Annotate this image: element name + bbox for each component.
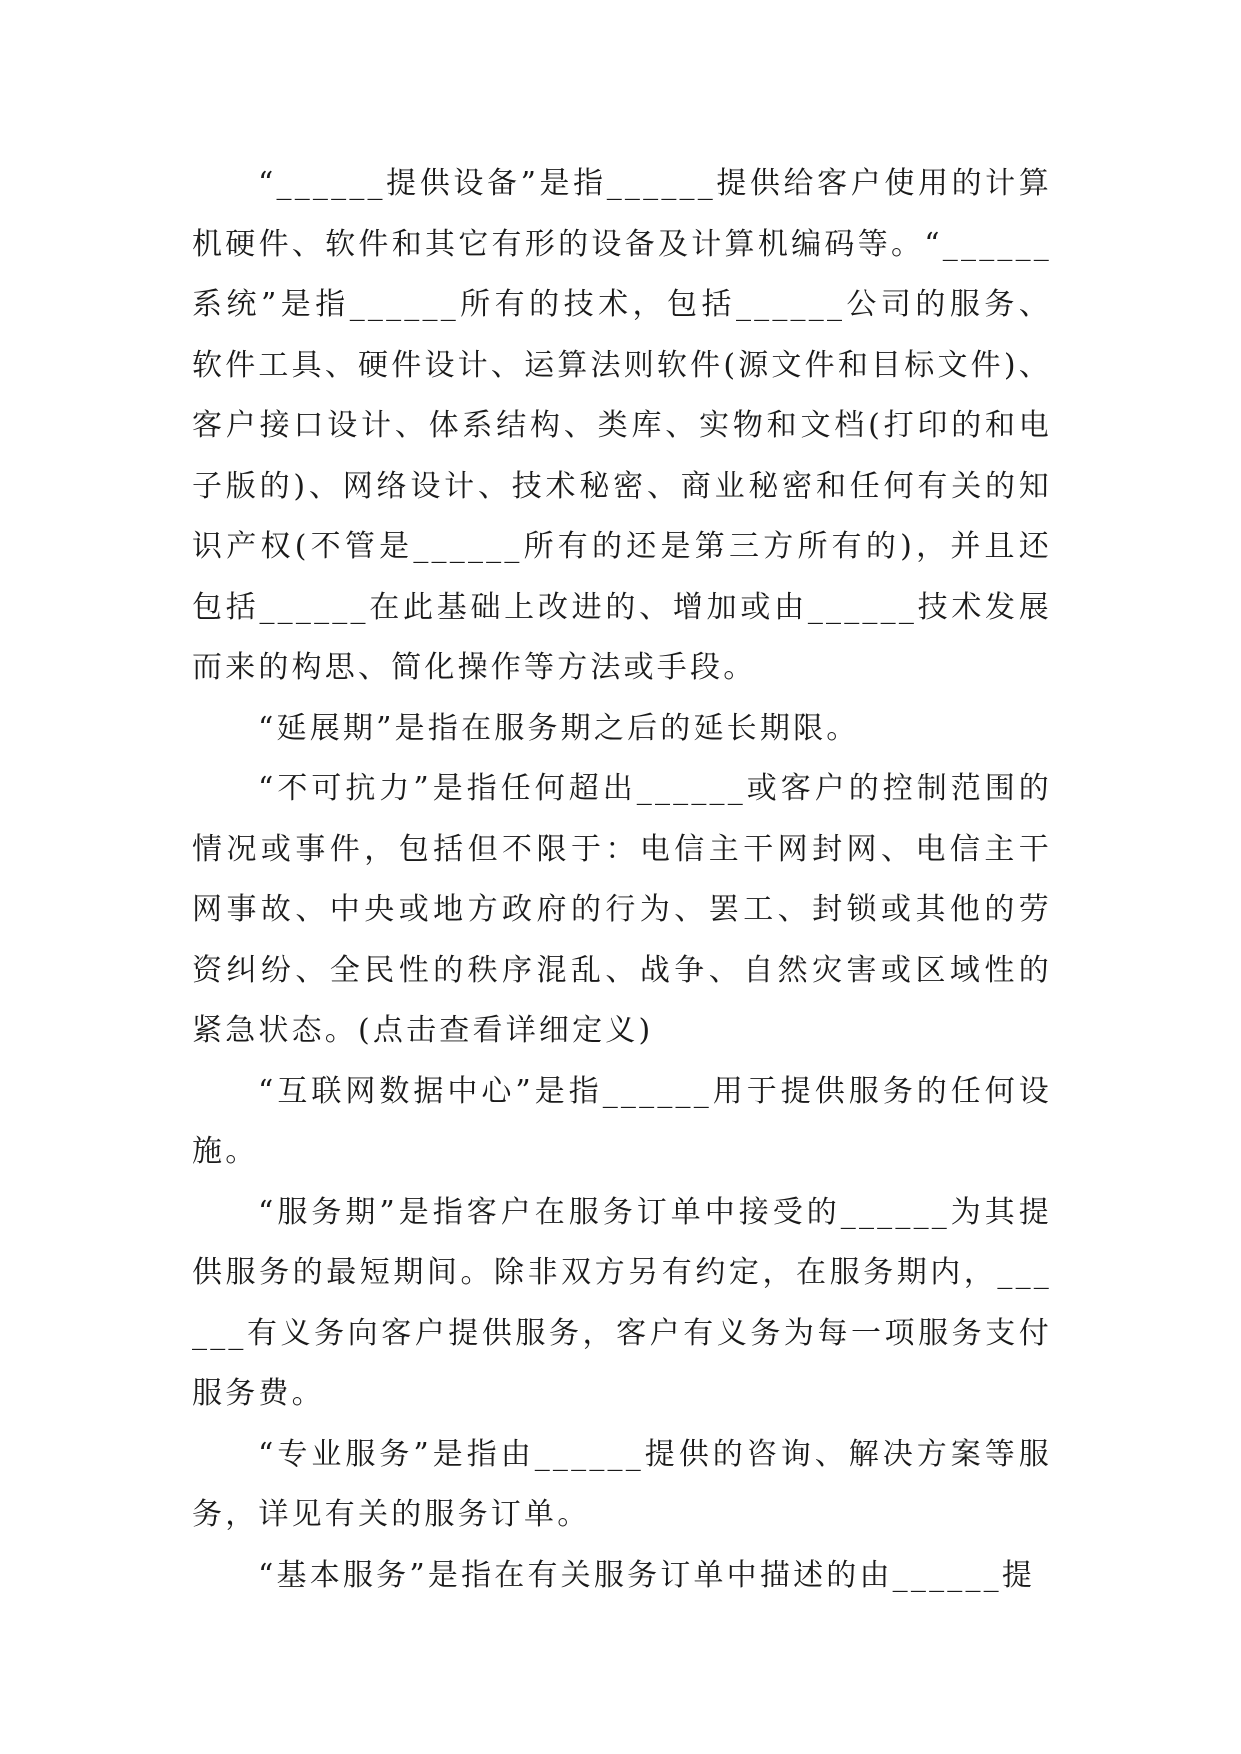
paragraph-force-majeure-definition: “不可抗力”是指任何超出______或客户的控制范围的情况或事件，包括但不限于：电信主干网封网、电信主干网事故、中央或地方政府的行为、罢工、封锁或其他的劳资纠纷、全民性的秩序混乱、战争、自然灾害或区域性的紧急状态。(点击查看详细定义) bbox=[192, 771, 1052, 1048]
paragraph-service-period-definition: “服务期”是指客户在服务订单中接受的______为其提供服务的最短期间。除非双方另有约定，在服务期内，______有义务向客户提供服务，客户有义务为每一项服务支付服务费。 bbox=[192, 1194, 1052, 1411]
paragraph-professional-services-definition: “专业服务”是指由______提供的咨询、解决方案等服务，详见有关的服务订单。 bbox=[192, 1436, 1052, 1532]
paragraph-extension-period-definition: “延展期”是指在服务期之后的延长期限。 bbox=[258, 710, 860, 746]
paragraph-basic-services-definition: “基本服务”是指在有关服务订单中描述的由______提 bbox=[258, 1557, 1036, 1593]
paragraph-internet-data-center-definition: “互联网数据中心”是指______用于提供服务的任何设施。 bbox=[192, 1073, 1052, 1169]
document-body bbox=[192, 154, 1052, 1606]
paragraph-equipment-and-system-definition: “______提供设备”是指______提供给客户使用的计算机硬件、软件和其它有形的设备及计算机编码等。“______系统”是指______所有的技术，包括______公司的服务、软件工具、硬件设计、运算法则软件(源文件和目标文件)、客户接口设计、体系结构、类库、实物和文档(打印的和电子版的)、网络设计、技术秘密、商业秘密和任何有关的知识产权(不管是______所有的还是第三方所有的)，并且还包括______在此基础上改进的、增加或由______技术发展而来的构思、简化操作等方法或手段。 bbox=[192, 166, 1052, 685]
